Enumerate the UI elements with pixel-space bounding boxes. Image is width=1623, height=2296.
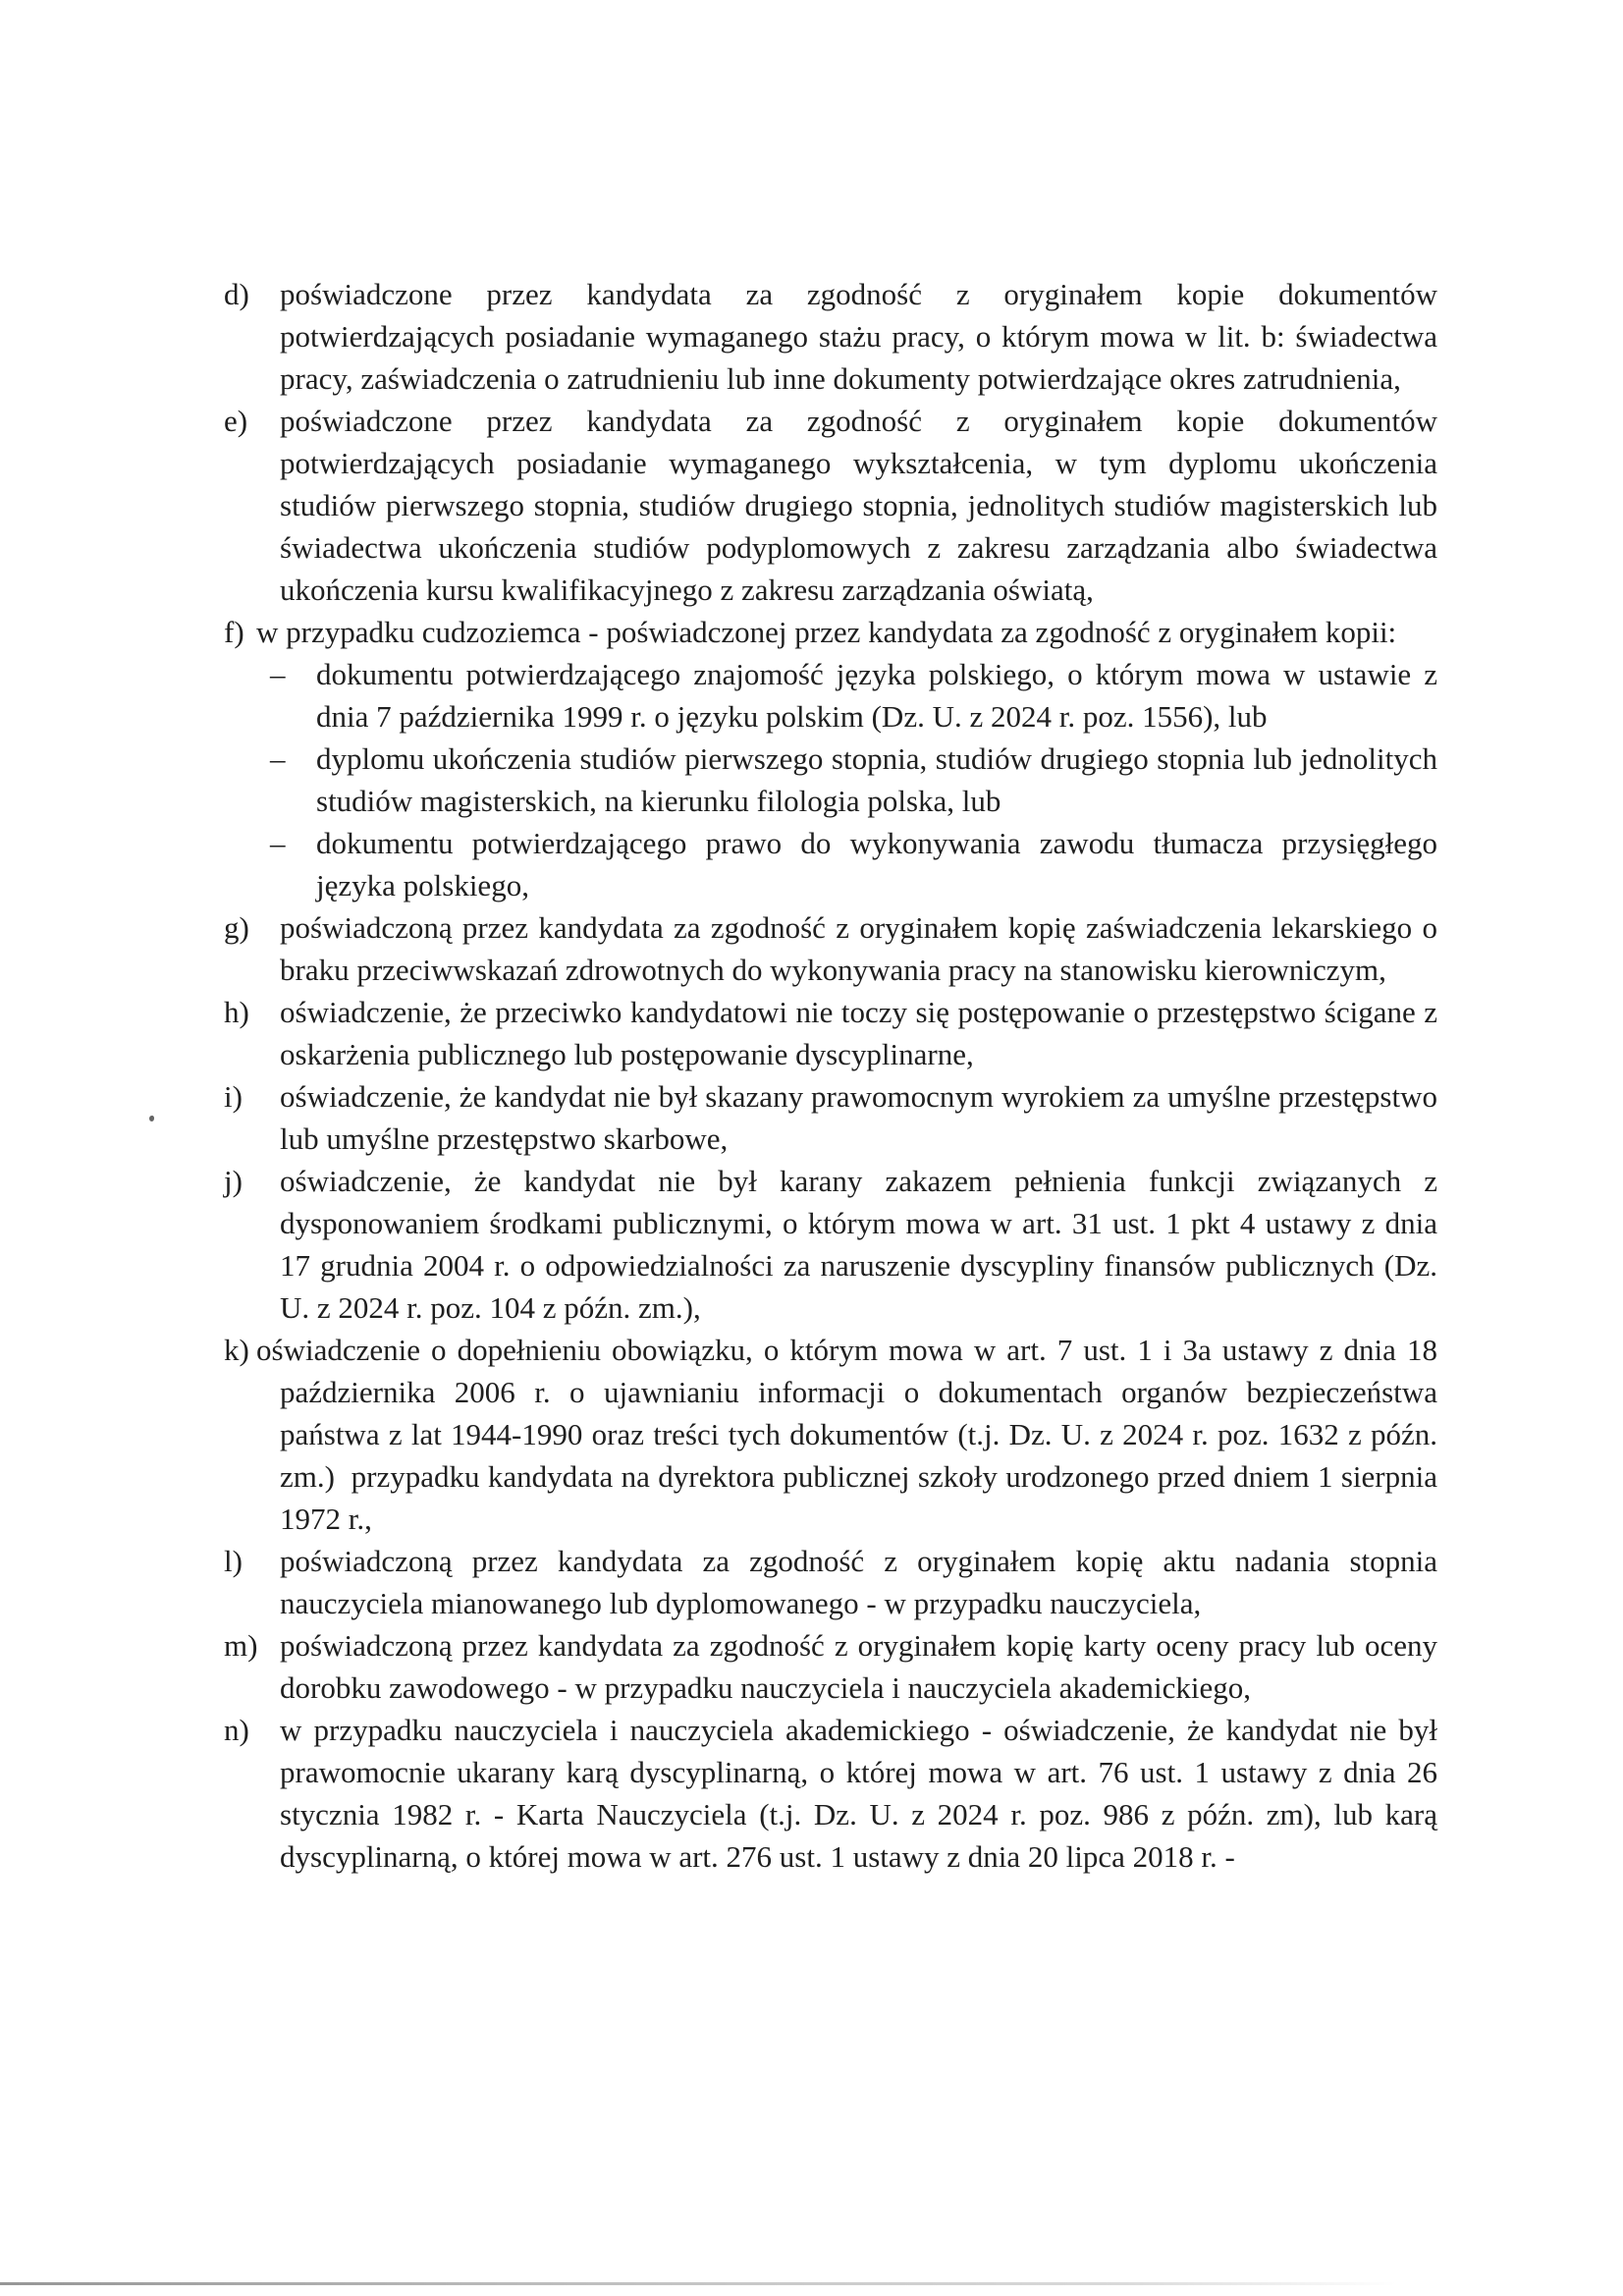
list-item-l: [224, 1540, 1437, 1624]
list-subitem-f-3: [270, 822, 1437, 906]
list-item-f: [224, 611, 1437, 653]
list-item-h: [224, 991, 1437, 1075]
dash-marker: –: [270, 741, 286, 776]
list-subitem-f-2: [270, 738, 1437, 822]
item-text-n: w przypadku nauczyciela i nauczyciela akademickiego - oświadczenie, że kandydat nie był prawomocnie ukarany karą dyscyplinarną, o której mowa w art. 76 ust. 1 ustawy z dnia 26 stycznia 1982 r. - Karta Nauczyciela (t.j. Dz. U. z 2024 r. poz. 986 z późn. zm), lub karą dyscyplinarną, o której mowa w art. 276 ust. 1 ustawy z dnia 20 lipca 2018 r. -: [280, 1713, 1437, 1874]
item-label-k: k): [224, 1333, 249, 1367]
dash-marker: –: [270, 826, 286, 860]
item-label-f: f): [224, 615, 244, 649]
subitem-text: dokumentu potwierdzającego prawo do wykonywania zawodu tłumacza przysięgłego języka polskiego,: [316, 826, 1437, 902]
document-body: [224, 273, 1437, 1878]
list-item-n: [224, 1709, 1437, 1878]
list-item-m: [224, 1624, 1437, 1709]
item-text-j: oświadczenie, że kandydat nie był karany zakazem pełnienia funkcji związanych z dysponowaniem środkami publicznymi, o którym mowa w art. 31 ust. 1 pkt 4 ustawy z dnia 17 grudnia 2004 r. o odpowiedzialności za naruszenie dyscypliny finansów publicznych (Dz. U. z 2024 r. poz. 104 z późn. zm.),: [280, 1164, 1437, 1325]
subitem-text: dyplomu ukończenia studiów pierwszego stopnia, studiów drugiego stopnia lub jednolitych studiów magisterskich, na kierunku filologia polska, lub: [316, 741, 1437, 818]
item-label-h: h): [224, 995, 249, 1029]
item-label-g: g): [224, 910, 249, 945]
item-label-m: m): [224, 1628, 258, 1663]
item-text-k: oświadczenie o dopełnieniu obowiązku, o którym mowa w art. 7 ust. 1 i 3a ustawy z dnia 18 października 2006 r. o ujawnianiu informacji o dokumentach organów bezpieczeństwa państwa z lat 1944-1990 oraz treści tych dokumentów (t.j. Dz. U. z 2024 r. poz. 1632 z późn. zm.) przypadku kandydata na dyrektora publicznej szkoły urodzonego przed dniem 1 sierpnia 1972 r.,: [256, 1333, 1437, 1536]
item-text-h: oświadczenie, że przeciwko kandydatowi nie toczy się postępowanie o przestępstwo ścigane z oskarżenia publicznego lub postępowanie dyscyplinarne,: [280, 995, 1437, 1071]
item-label-j: j): [224, 1164, 243, 1198]
item-text-i: oświadczenie, że kandydat nie był skazany prawomocnym wyrokiem za umyślne przestępstwo lub umyślne przestępstwo skarbowe,: [280, 1079, 1437, 1156]
item-label-e: e): [224, 404, 248, 438]
item-text-l: poświadczoną przez kandydata za zgodność z oryginałem kopię aktu nadania stopnia nauczyciela mianowanego lub dyplomowanego - w przypadku nauczyciela,: [280, 1544, 1437, 1620]
scan-edge-line-artifact: [0, 2282, 1396, 2285]
list-item-d: [224, 273, 1437, 400]
item-text-d: poświadczone przez kandydata za zgodność z oryginałem kopie dokumentów potwierdzających posiadanie wymaganego stażu pracy, o którym mowa w lit. b: świadectwa pracy, zaświadczenia o zatrudnieniu lub inne dokumenty potwierdzające okres zatrudnienia,: [280, 277, 1437, 396]
item-label-i: i): [224, 1079, 243, 1114]
list-item-j: [224, 1160, 1437, 1329]
item-text-g: poświadczoną przez kandydata za zgodność z oryginałem kopię zaświadczenia lekarskiego o braku przeciwwskazań zdrowotnych do wykonywania pracy na stanowisku kierowniczym,: [280, 910, 1437, 987]
item-text-e: poświadczone przez kandydata za zgodność z oryginałem kopie dokumentów potwierdzających posiadanie wymaganego wykształcenia, w tym dyplomu ukończenia studiów pierwszego stopnia, studiów drugiego stopnia, jednolitych studiów magisterskich lub świadectwa ukończenia studiów podyplomowych z zakresu zarządzania albo świadectwa ukończenia kursu kwalifikacyjnego z zakresu zarządzania oświatą,: [280, 404, 1437, 607]
subitem-text: dokumentu potwierdzającego znajomość języka polskiego, o którym mowa w ustawie z dnia 7 października 1999 r. o języku polskim (Dz. U. z 2024 r. poz. 1556), lub: [316, 657, 1437, 734]
item-label-d: d): [224, 277, 249, 311]
item-text-f: w przypadku cudzoziemca - poświadczonej przez kandydata za zgodność z oryginałem kopii:: [256, 615, 1397, 649]
list-item-i: [224, 1075, 1437, 1160]
item-label-n: n): [224, 1713, 249, 1747]
item-text-m: poświadczoną przez kandydata za zgodność z oryginałem kopię karty oceny pracy lub oceny dorobku zawodowego - w przypadku nauczyciela i nauczyciela akademickiego,: [280, 1628, 1437, 1705]
scan-speck-artifact: [149, 1116, 154, 1121]
list-item-g: [224, 906, 1437, 991]
list-subitem-f-1: [270, 653, 1437, 738]
list-item-e: [224, 400, 1437, 611]
item-label-l: l): [224, 1544, 243, 1578]
dash-marker: –: [270, 657, 286, 691]
list-item-k: [224, 1329, 1437, 1540]
